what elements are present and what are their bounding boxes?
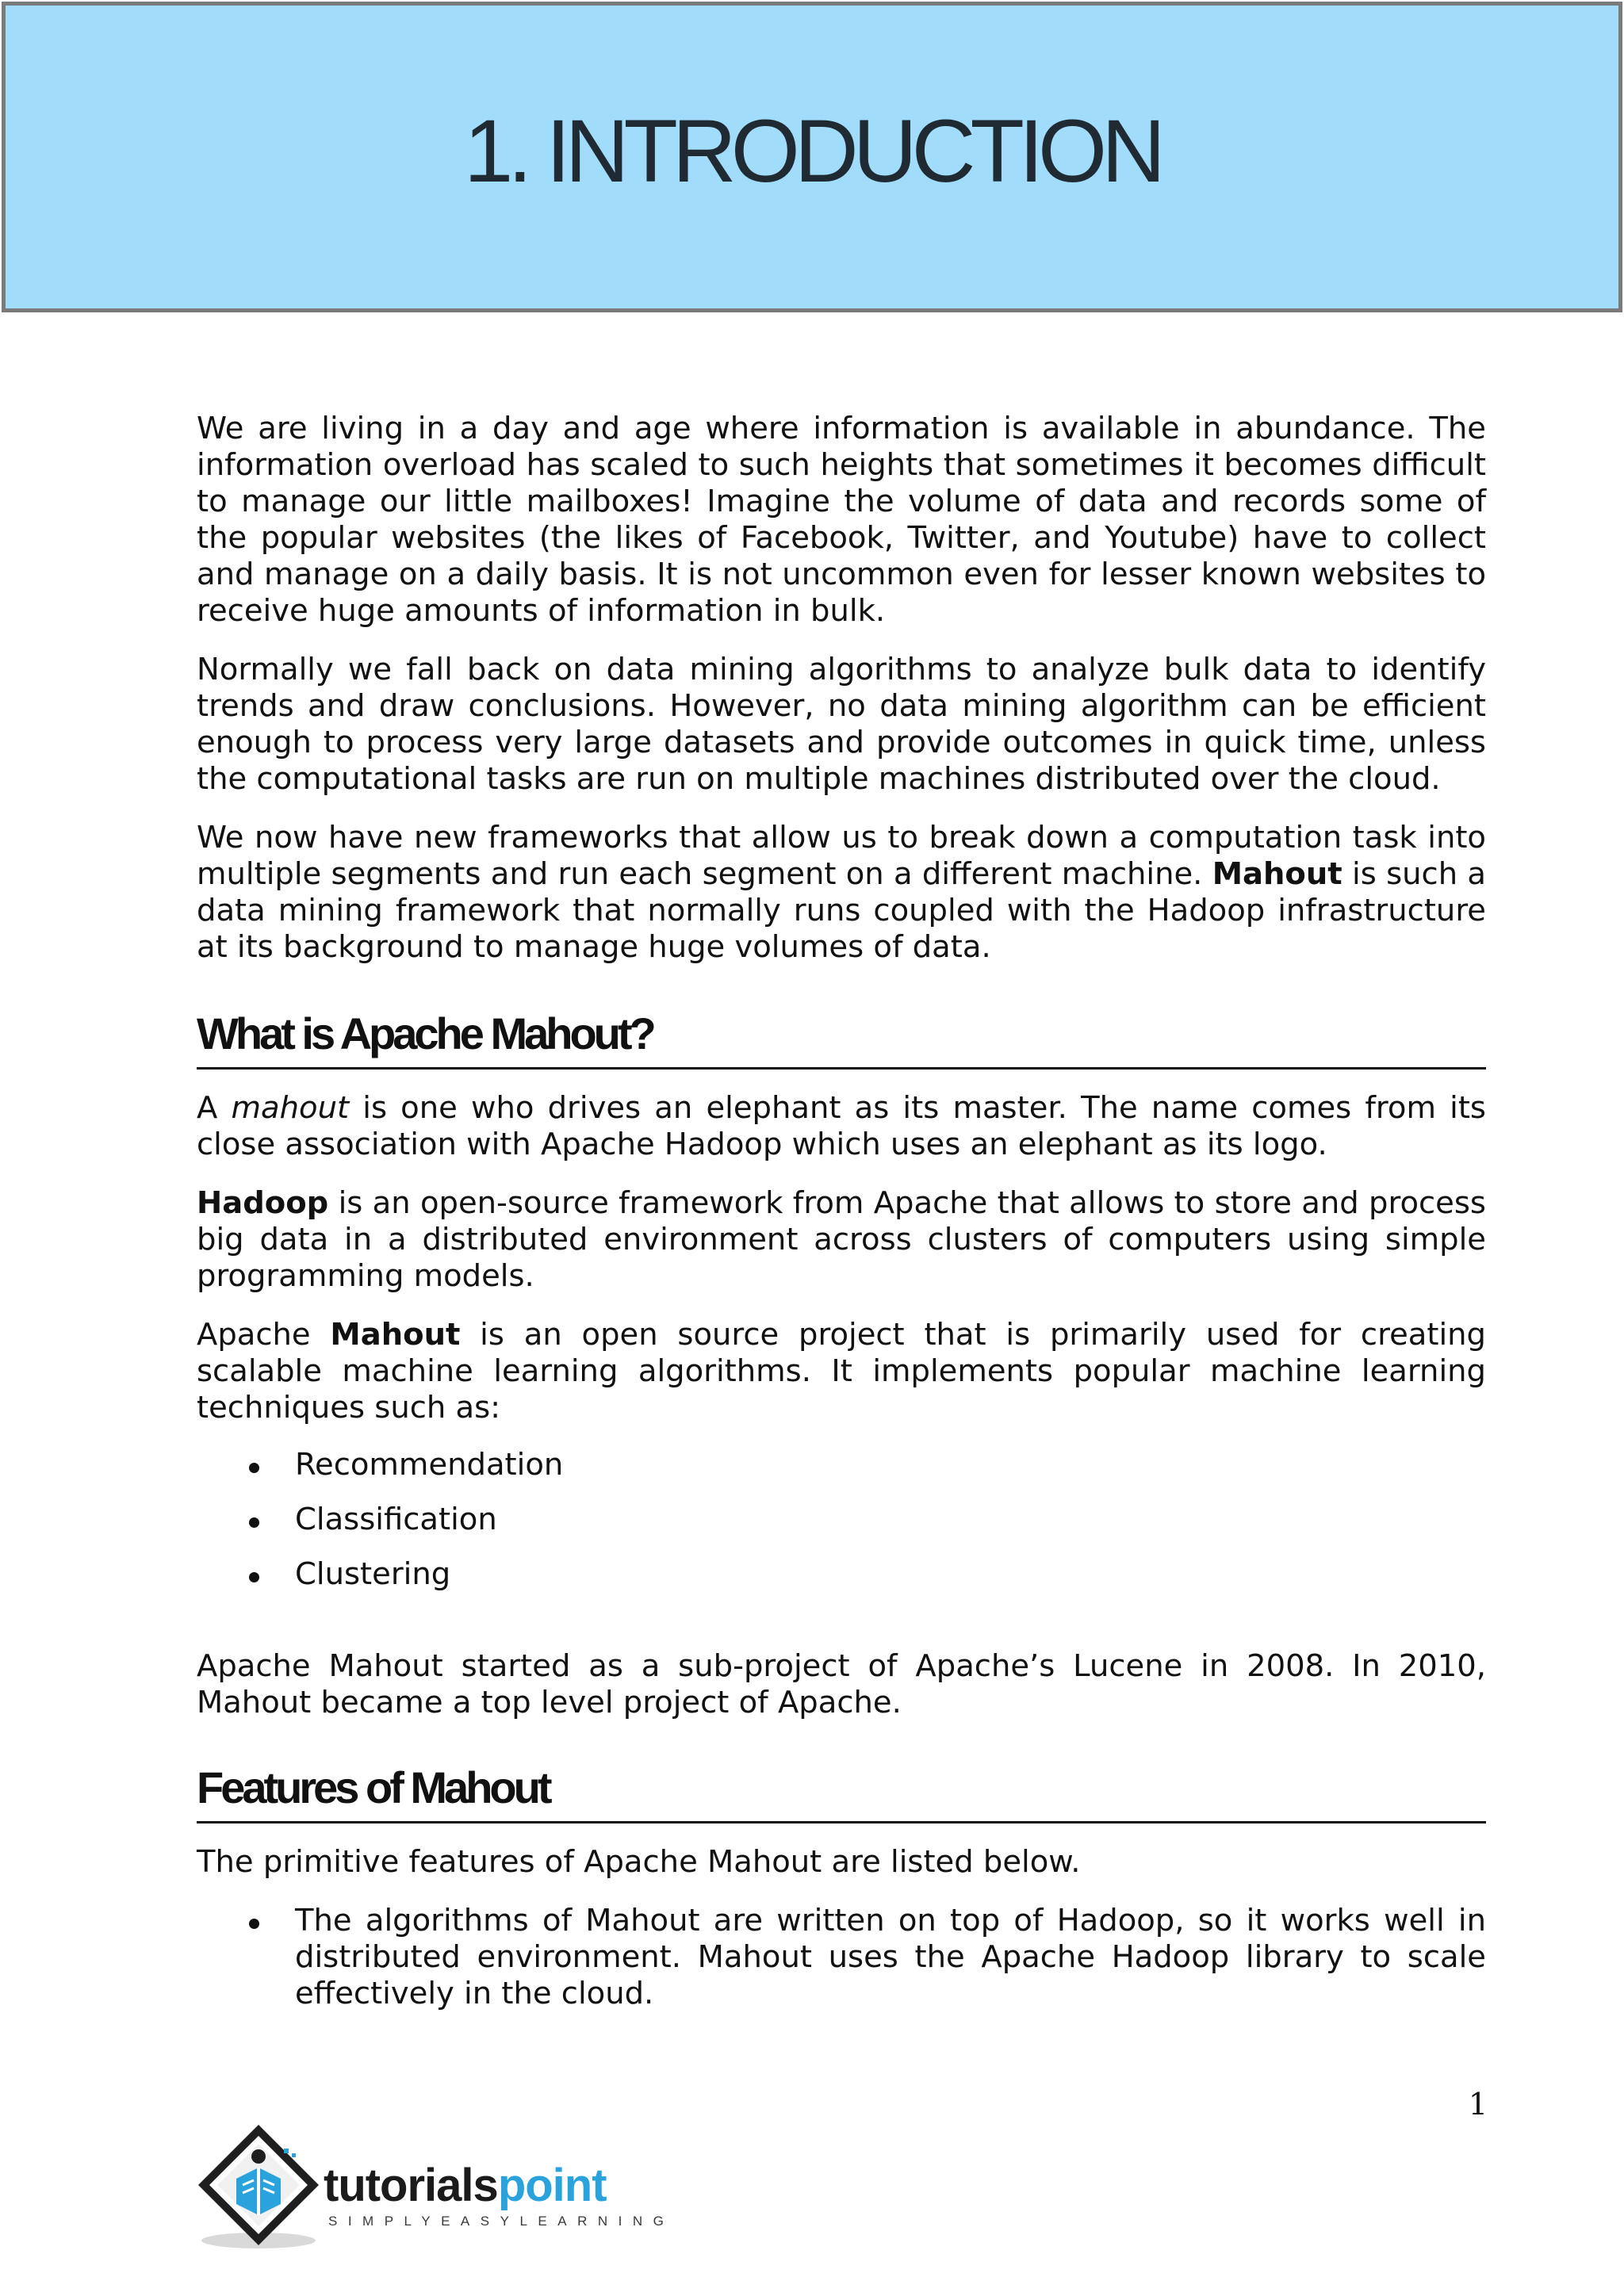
what-is-paragraph-3: Apache Mahout is an open source project that is primarily used for creating scalable machine learning algorithms. It implements popular machine learning techniques such as: bbox=[197, 1317, 1486, 1425]
chapter-banner bbox=[2, 2, 1622, 312]
section-heading-features: Features of Mahout bbox=[197, 1766, 1486, 1823]
section-heading-what-is: What is Apache Mahout? bbox=[197, 1012, 1486, 1070]
tutorialspoint-logo bbox=[195, 2122, 675, 2256]
intro-paragraph-3: We now have new frameworks that allow us to break down a computation task into multiple segments and run each segment on a different machine. Mahout is such a data mining framework that normally runs coupled with the Hadoop infrastructure at its background to manage huge volumes of data. bbox=[197, 820, 1486, 965]
logo-diamond-icon bbox=[195, 2122, 330, 2256]
intro-paragraph-1: We are living in a day and age where information is available in abundance. The information overload has scaled to such heights that sometimes it becomes difficult to manage our little mailboxes! Imagine the volume of data and records some of the popular websites (the likes of Facebook, Twitter, and Youtube) have to collect and manage on a daily basis. It is not uncommon even for lesser known websites to receive huge amounts of information in bulk. bbox=[197, 411, 1486, 629]
intro-paragraph-2: Normally we fall back on data mining algorithms to analyze bulk data to identify trends and draw conclusions. However, no data mining algorithm can be efficient enough to process very large datasets and provide outcomes in quick time, unless the computational tasks are run on multiple machines distributed over the cloud. bbox=[197, 652, 1486, 797]
what-is-paragraph-4: Apache Mahout started as a sub-project of Apache’s Lucene in 2008. In 2010, Mahout became a top level project of Apache. bbox=[197, 1648, 1486, 1720]
list-item: The algorithms of Mahout are written on top of Hadoop, so it works well in distributed environment. Mahout uses the Apache Hadoop library to scale effectively in the cloud. bbox=[197, 1903, 1486, 2012]
mahout-bold: Mahout bbox=[1212, 856, 1342, 892]
bullet-icon bbox=[249, 1517, 259, 1528]
features-intro: The primitive features of Apache Mahout are listed below. bbox=[197, 1844, 1081, 1880]
techniques-list bbox=[197, 1447, 1486, 1593]
mahout-italic: mahout bbox=[231, 1090, 350, 1126]
mahout-bold-2: Mahout bbox=[330, 1317, 461, 1353]
page-content bbox=[197, 411, 1486, 2012]
what-is-paragraph-1: A mahout is one who drives an elephant as its master. The name comes from its close association with Apache Hadoop which uses an elephant as its logo. bbox=[197, 1090, 1486, 1162]
logo-tagline: SIMPLYEASYLEARNING bbox=[328, 2214, 675, 2229]
features-list bbox=[197, 1903, 1486, 2012]
chapter-title: 1. INTRODUCTION bbox=[463, 101, 1161, 201]
bullet-icon bbox=[249, 1463, 259, 1473]
bullet-icon bbox=[249, 1572, 259, 1582]
bullet-icon bbox=[249, 1919, 259, 1929]
list-item: Clustering bbox=[197, 1556, 1486, 1593]
list-item: Classification bbox=[197, 1502, 1486, 1538]
page-number: 1 bbox=[1468, 2087, 1488, 2122]
hadoop-bold: Hadoop bbox=[197, 1185, 329, 1221]
list-item: Recommendation bbox=[197, 1447, 1486, 1483]
what-is-paragraph-2: Hadoop is an open-source framework from Apache that allows to store and process big data in a distributed environment across clusters of computers using simple programming models. bbox=[197, 1185, 1486, 1294]
logo-wordmark: tutorialspoint bbox=[324, 2160, 607, 2211]
